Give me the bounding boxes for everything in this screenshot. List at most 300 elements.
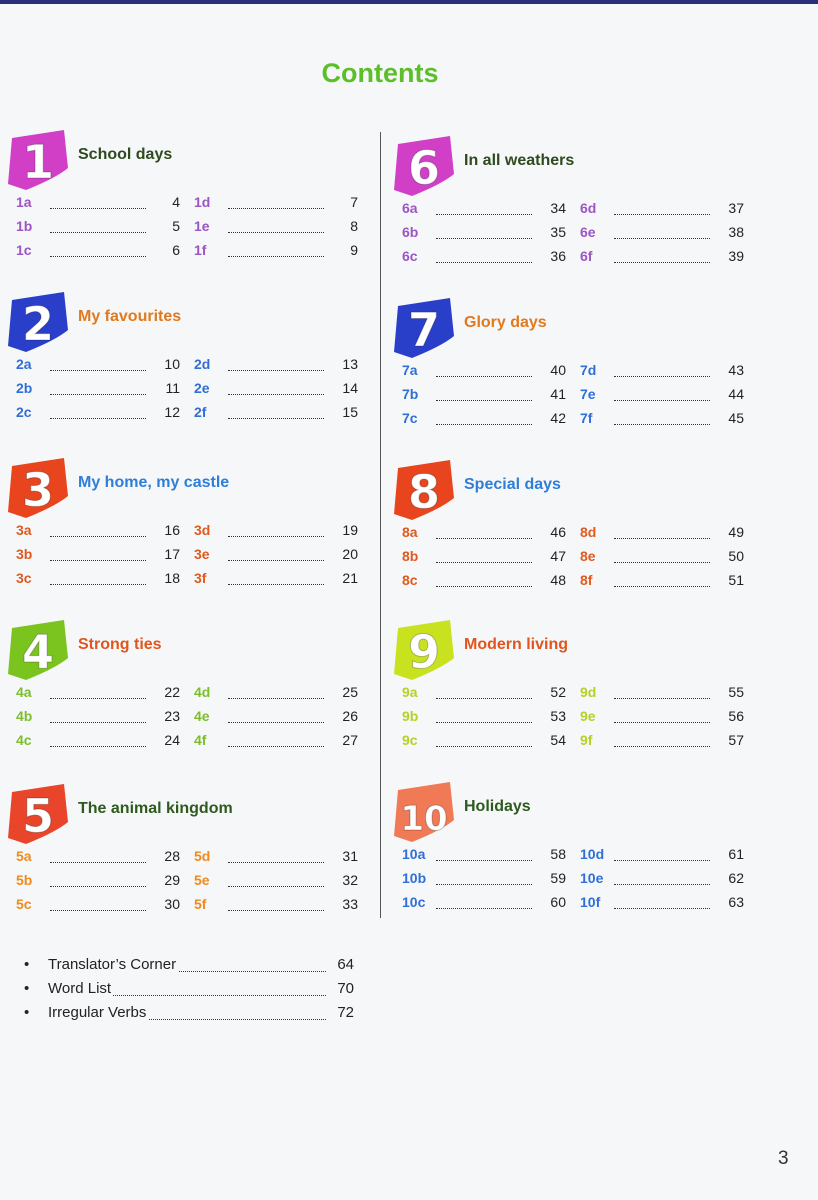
leader-dots [228, 732, 324, 747]
lesson-label: 6a [402, 200, 418, 216]
leader-dots [50, 242, 146, 257]
lesson-entry[interactable] [580, 684, 752, 706]
lesson-page: 25 [342, 684, 358, 700]
extra-label: Word List [48, 980, 112, 997]
unit-number: 4 [21, 625, 55, 679]
lesson-label: 9e [580, 708, 596, 724]
unit-title[interactable]: The animal kingdom [78, 800, 233, 817]
page-title: Contents [321, 58, 439, 88]
lesson-label: 4f [194, 732, 207, 748]
leader-dots [614, 894, 710, 909]
leader-dots [50, 522, 146, 537]
leader-dots [436, 846, 532, 861]
lesson-page: 57 [728, 732, 744, 748]
lesson-entry[interactable] [194, 546, 366, 568]
unit-badge-shape [392, 618, 458, 682]
leader-dots [50, 684, 146, 699]
extra-label: Translator’s Corner [48, 956, 177, 973]
unit-10 [392, 780, 752, 930]
lesson-label: 7e [580, 386, 596, 402]
lesson-label: 10d [580, 846, 605, 862]
lesson-page: 47 [550, 548, 566, 564]
leader-dots [436, 870, 532, 885]
column-divider [380, 132, 381, 918]
lesson-page: 59 [550, 870, 566, 886]
leader-dots [614, 708, 710, 723]
lesson-label: 5b [16, 872, 33, 888]
lesson-page: 16 [164, 522, 180, 538]
lesson-entry[interactable] [580, 224, 752, 246]
lesson-label: 2f [194, 404, 207, 420]
leader-dots [228, 356, 324, 371]
unit-number-badge [6, 456, 72, 520]
leader-dots [614, 524, 710, 539]
leader-dots [228, 708, 324, 723]
extra-page: 72 [337, 1004, 354, 1021]
lesson-page: 7 [350, 194, 358, 210]
bullet-icon: • [24, 1004, 30, 1021]
lesson-page: 6 [172, 242, 180, 258]
unit-number: 8 [407, 465, 441, 519]
lesson-entry[interactable] [402, 524, 574, 546]
leader-dots [228, 218, 324, 233]
lesson-entry[interactable] [194, 896, 366, 918]
lesson-entry[interactable] [402, 386, 574, 408]
lesson-label: 7a [402, 362, 418, 378]
lesson-page: 49 [728, 524, 744, 540]
leader-dots [228, 684, 324, 699]
unit-badge-shape [6, 456, 72, 520]
lesson-page: 30 [164, 896, 180, 912]
lesson-label: 4a [16, 684, 32, 700]
lesson-entry[interactable] [16, 380, 188, 402]
lesson-entry[interactable] [16, 684, 188, 706]
unit-number-badge [392, 296, 458, 360]
lesson-label: 6f [580, 248, 593, 264]
lesson-page: 63 [728, 894, 744, 910]
lesson-page: 26 [342, 708, 358, 724]
leader-dots [436, 362, 532, 377]
lesson-entry[interactable] [16, 872, 188, 894]
lesson-page: 11 [165, 380, 180, 396]
bullet-icon: • [24, 980, 30, 997]
extra-item-translators-corner[interactable] [24, 956, 354, 980]
leader-dots [436, 572, 532, 587]
lesson-entry[interactable] [402, 410, 574, 432]
leader-dots [50, 896, 146, 911]
unit-9 [392, 618, 752, 768]
lesson-page: 23 [164, 708, 180, 724]
leader-dots [436, 248, 532, 263]
lesson-label: 4b [16, 708, 33, 724]
unit-title[interactable]: Modern living [464, 636, 568, 653]
lesson-label: 4c [16, 732, 32, 748]
lesson-entry[interactable] [580, 572, 752, 594]
lesson-label: 6e [580, 224, 596, 240]
leader-dots [228, 896, 324, 911]
page-number: 3 [778, 1148, 789, 1169]
leader-dots [614, 732, 710, 747]
lesson-page: 35 [550, 224, 566, 240]
lesson-label: 10c [402, 894, 426, 910]
lesson-entry[interactable] [194, 356, 366, 378]
lesson-page: 53 [550, 708, 566, 724]
unit-number-badge [6, 782, 72, 846]
lesson-entry[interactable] [194, 194, 366, 216]
lesson-label: 3c [16, 570, 32, 586]
unit-title[interactable]: Strong ties [78, 636, 162, 653]
leader-dots [50, 708, 146, 723]
leader-dots [436, 684, 532, 699]
unit-title[interactable]: Glory days [464, 314, 547, 331]
lesson-page: 12 [164, 404, 180, 420]
lesson-label: 7f [580, 410, 593, 426]
lesson-page: 34 [550, 200, 566, 216]
leader-dots [50, 194, 146, 209]
lesson-entry[interactable] [402, 684, 574, 706]
leader-dots [50, 872, 146, 887]
leader-dots [436, 548, 532, 563]
lesson-label: 3e [194, 546, 210, 562]
unit-number: 10 [400, 799, 448, 839]
extra-page: 70 [337, 980, 354, 997]
lesson-entry[interactable] [194, 684, 366, 706]
lesson-entry[interactable] [194, 570, 366, 592]
lesson-entry[interactable] [402, 572, 574, 594]
unit-number: 2 [21, 297, 55, 351]
lesson-label: 7b [402, 386, 419, 402]
unit-title[interactable]: In all weathers [464, 152, 575, 169]
leader-dots [614, 572, 710, 587]
lesson-entry[interactable] [16, 242, 188, 264]
top-border [0, 0, 818, 4]
lesson-label: 8b [402, 548, 419, 564]
unit-badge-shape [6, 290, 72, 354]
lesson-page: 18 [164, 570, 180, 586]
leader-dots [614, 870, 710, 885]
unit-4 [6, 618, 366, 768]
unit-5 [6, 782, 366, 932]
lesson-page: 27 [342, 732, 358, 748]
unit-2 [6, 290, 366, 440]
leader-dots [614, 248, 710, 263]
leader-dots [50, 404, 146, 419]
lesson-label: 3f [194, 570, 207, 586]
lesson-page: 31 [342, 848, 358, 864]
unit-badge-shape [392, 780, 458, 844]
lesson-label: 1f [194, 242, 207, 258]
leader-dots [614, 684, 710, 699]
lesson-page: 29 [164, 872, 180, 888]
unit-number-badge [392, 134, 458, 198]
unit-title[interactable]: Holidays [464, 798, 531, 815]
bullet-icon: • [24, 956, 30, 973]
lesson-page: 32 [342, 872, 358, 888]
unit-number: 3 [21, 463, 55, 517]
leader-dots [436, 386, 532, 401]
unit-1 [6, 128, 366, 278]
lesson-label: 6d [580, 200, 597, 216]
lesson-page: 17 [164, 546, 180, 562]
leader-dots [614, 224, 710, 239]
lesson-entry[interactable] [402, 548, 574, 570]
extras-list [24, 956, 354, 1028]
lesson-page: 37 [728, 200, 744, 216]
unit-badge-shape [6, 782, 72, 846]
unit-number-badge [6, 618, 72, 682]
lesson-page: 38 [728, 224, 744, 240]
leader-dots [436, 894, 532, 909]
lesson-entry[interactable] [580, 708, 752, 730]
lesson-label: 7d [580, 362, 597, 378]
lesson-entry[interactable] [194, 848, 366, 870]
lesson-label: 8c [402, 572, 418, 588]
lesson-page: 15 [342, 404, 358, 420]
unit-badge-shape [392, 296, 458, 360]
lesson-page: 21 [342, 570, 358, 586]
lesson-label: 9a [402, 684, 418, 700]
lesson-entry[interactable] [402, 708, 574, 730]
lesson-entry[interactable] [194, 242, 366, 264]
lesson-page: 36 [550, 248, 566, 264]
lesson-label: 2b [16, 380, 33, 396]
lesson-label: 9f [580, 732, 593, 748]
lesson-label: 1d [194, 194, 211, 210]
lesson-entry[interactable] [16, 522, 188, 544]
lesson-label: 8d [580, 524, 597, 540]
lesson-page: 62 [728, 870, 744, 886]
lesson-label: 8e [580, 548, 596, 564]
lesson-label: 2e [194, 380, 210, 396]
lesson-entry[interactable] [580, 410, 752, 432]
leader-dots [50, 546, 146, 561]
leader-dots [614, 846, 710, 861]
lesson-page: 52 [550, 684, 566, 700]
lesson-label: 1a [16, 194, 32, 210]
lesson-entry[interactable] [402, 732, 574, 754]
lesson-entry[interactable] [16, 218, 188, 240]
leader-dots [228, 546, 324, 561]
lesson-page: 24 [164, 732, 180, 748]
leader-dots [228, 848, 324, 863]
lesson-label: 5a [16, 848, 32, 864]
lesson-label: 3a [16, 522, 32, 538]
unit-3 [6, 456, 366, 606]
lesson-page: 51 [728, 572, 744, 588]
lesson-entry[interactable] [580, 362, 752, 384]
lesson-page: 55 [728, 684, 744, 700]
lesson-entry[interactable] [402, 200, 574, 222]
lesson-entry[interactable] [16, 570, 188, 592]
lesson-entry[interactable] [580, 870, 752, 892]
lesson-entry[interactable] [402, 224, 574, 246]
lesson-label: 6c [402, 248, 418, 264]
lesson-entry[interactable] [194, 872, 366, 894]
extra-label: Irregular Verbs [48, 1004, 147, 1021]
lesson-label: 5d [194, 848, 211, 864]
lesson-label: 8a [402, 524, 418, 540]
unit-title[interactable]: My home, my castle [78, 474, 230, 491]
lesson-entry[interactable] [580, 548, 752, 570]
lesson-label: 9c [402, 732, 418, 748]
lesson-page: 45 [728, 410, 744, 426]
lesson-label: 1e [194, 218, 210, 234]
lesson-page: 46 [550, 524, 566, 540]
lesson-label: 1b [16, 218, 33, 234]
lesson-page: 8 [350, 218, 358, 234]
lesson-page: 28 [164, 848, 180, 864]
lesson-label: 6b [402, 224, 419, 240]
lesson-label: 5f [194, 896, 207, 912]
leader-dots [50, 380, 146, 395]
lesson-entry[interactable] [580, 894, 752, 916]
lesson-entry[interactable] [194, 218, 366, 240]
lesson-page: 44 [728, 386, 744, 402]
lesson-entry[interactable] [194, 404, 366, 426]
leader-dots [614, 362, 710, 377]
lesson-entry[interactable] [16, 194, 188, 216]
extra-item-word-list[interactable] [24, 980, 354, 1004]
unit-number: 7 [407, 303, 441, 357]
leader-dots [228, 242, 324, 257]
lesson-entry[interactable] [402, 248, 574, 270]
lesson-page: 14 [342, 380, 358, 396]
leader-dots [614, 410, 710, 425]
lesson-page: 54 [550, 732, 566, 748]
lesson-label: 8f [580, 572, 593, 588]
extra-page: 64 [337, 956, 354, 973]
unit-7 [392, 296, 752, 446]
lesson-label: 4e [194, 708, 210, 724]
lesson-label: 10e [580, 870, 604, 886]
lesson-label: 9b [402, 708, 419, 724]
lesson-page: 60 [550, 894, 566, 910]
lesson-label: 4d [194, 684, 211, 700]
leader-dots [228, 570, 324, 585]
leader-dots [436, 732, 532, 747]
lesson-page: 19 [342, 522, 358, 538]
lesson-entry[interactable] [580, 248, 752, 270]
unit-6 [392, 134, 752, 284]
lesson-entry[interactable] [16, 896, 188, 918]
lesson-page: 48 [550, 572, 566, 588]
lesson-entry[interactable] [16, 356, 188, 378]
leader-dots [228, 404, 324, 419]
unit-badge-shape [6, 128, 72, 192]
unit-title[interactable]: Special days [464, 476, 561, 493]
unit-badge-shape [392, 458, 458, 522]
unit-number-badge [392, 618, 458, 682]
lesson-label: 2c [16, 404, 32, 420]
lesson-entry[interactable] [194, 732, 366, 754]
lesson-label: 3b [16, 546, 33, 562]
extra-item-irregular-verbs[interactable] [24, 1004, 354, 1028]
unit-8 [392, 458, 752, 608]
lesson-entry[interactable] [402, 894, 574, 916]
lesson-label: 7c [402, 410, 418, 426]
lesson-entry[interactable] [194, 708, 366, 730]
lesson-entry[interactable] [402, 870, 574, 892]
lesson-entry[interactable] [16, 404, 188, 426]
leader-dots [436, 524, 532, 539]
leader-dots [228, 194, 324, 209]
lesson-page: 20 [342, 546, 358, 562]
leader-dots [614, 386, 710, 401]
lesson-label: 1c [16, 242, 32, 258]
unit-badge-shape [392, 134, 458, 198]
lesson-label: 10a [402, 846, 426, 862]
lesson-page: 58 [550, 846, 566, 862]
leader-dots [436, 200, 532, 215]
unit-title[interactable]: School days [78, 146, 173, 163]
lesson-entry[interactable] [580, 386, 752, 408]
lesson-page: 10 [164, 356, 180, 372]
lesson-label: 5c [16, 896, 32, 912]
unit-title[interactable]: My favourites [78, 308, 182, 325]
lesson-label: 2d [194, 356, 211, 372]
unit-number: 5 [21, 789, 55, 843]
lesson-entry[interactable] [194, 380, 366, 402]
lesson-entry[interactable] [402, 846, 574, 868]
lesson-label: 2a [16, 356, 32, 372]
leader-dots [50, 848, 146, 863]
unit-number: 9 [407, 625, 441, 679]
leader-dots [614, 200, 710, 215]
unit-number-badge [6, 128, 72, 192]
lesson-entry[interactable] [580, 524, 752, 546]
leader-dots [50, 570, 146, 585]
lesson-entry[interactable] [580, 732, 752, 754]
leader-dots [614, 548, 710, 563]
lesson-entry[interactable] [16, 708, 188, 730]
leader-dots [228, 872, 324, 887]
lesson-page: 61 [728, 846, 744, 862]
lesson-page: 40 [550, 362, 566, 378]
lesson-page: 42 [550, 410, 566, 426]
lesson-page: 56 [728, 708, 744, 724]
lesson-entry[interactable] [580, 200, 752, 222]
leader-dots [50, 356, 146, 371]
lesson-page: 4 [172, 194, 180, 210]
lesson-entry[interactable] [402, 362, 574, 384]
lesson-page: 9 [350, 242, 358, 258]
unit-number-badge [392, 780, 458, 844]
lesson-label: 3d [194, 522, 211, 538]
lesson-page: 41 [550, 386, 566, 402]
unit-number-badge [6, 290, 72, 354]
lesson-label: 10b [402, 870, 427, 886]
unit-badge-shape [6, 618, 72, 682]
lesson-entry[interactable] [16, 546, 188, 568]
lesson-entry[interactable] [16, 732, 188, 754]
lesson-page: 39 [728, 248, 744, 264]
leader-dots [228, 522, 324, 537]
leader-dots [436, 410, 532, 425]
lesson-page: 33 [342, 896, 358, 912]
lesson-entry[interactable] [16, 848, 188, 870]
leader-dots [50, 218, 146, 233]
lesson-label: 10f [580, 894, 601, 910]
unit-number: 1 [21, 135, 55, 189]
lesson-label: 5e [194, 872, 210, 888]
lesson-entry[interactable] [194, 522, 366, 544]
lesson-page: 43 [728, 362, 744, 378]
lesson-entry[interactable] [580, 846, 752, 868]
leader-dots [50, 732, 146, 747]
leader-dots [436, 708, 532, 723]
lesson-page: 5 [172, 218, 180, 234]
leader-dots [228, 380, 324, 395]
